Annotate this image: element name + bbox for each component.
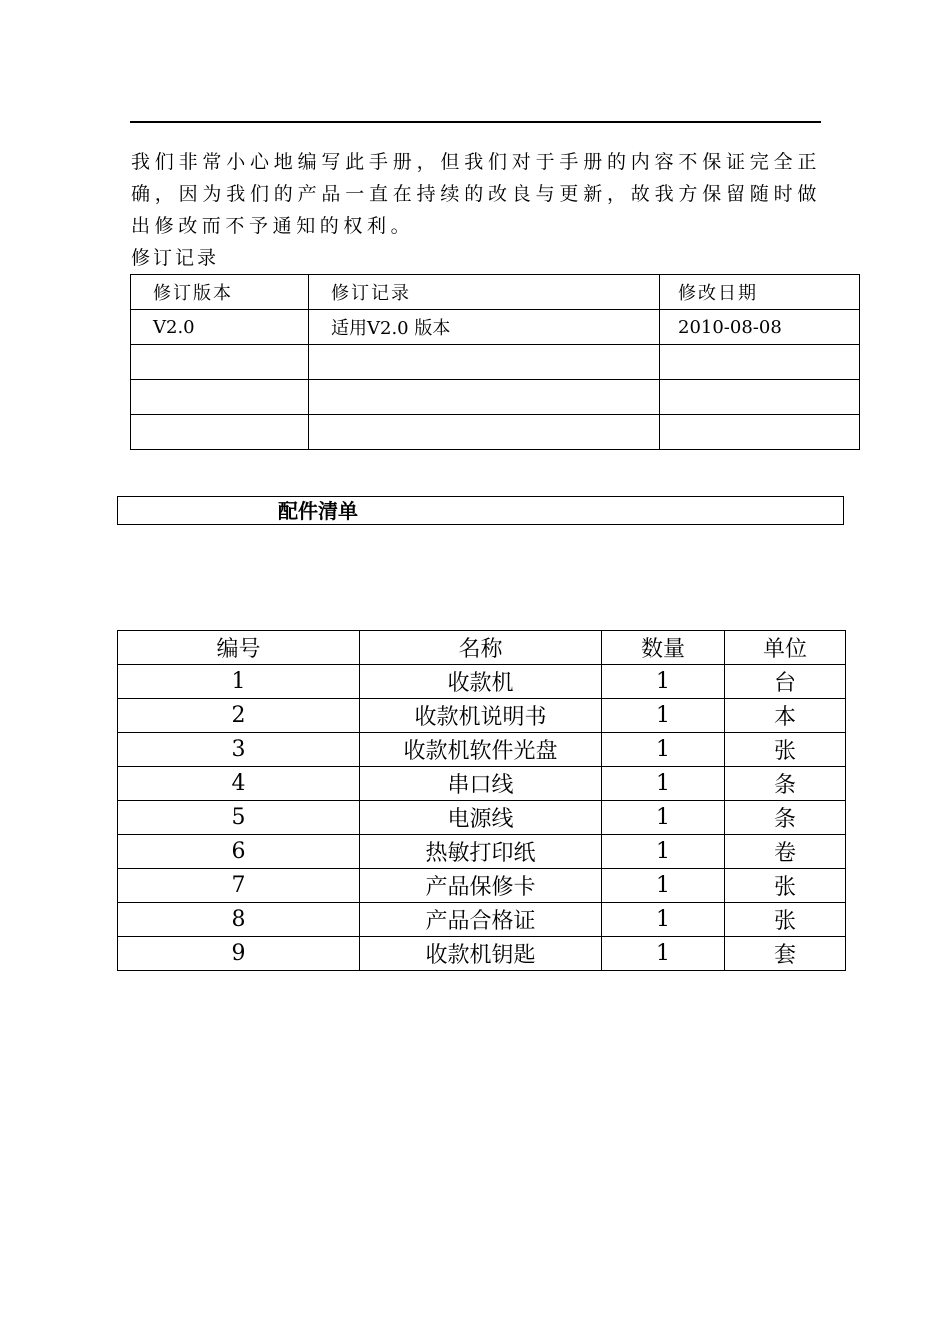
item-unit: 条: [725, 801, 846, 835]
header-version: 修订版本: [131, 275, 309, 310]
table-row: [118, 767, 846, 801]
item-unit: 张: [725, 733, 846, 767]
revision-record: [309, 380, 660, 415]
item-name: 产品合格证: [360, 903, 602, 937]
item-quantity: 1: [602, 733, 725, 767]
item-quantity: 1: [602, 937, 725, 971]
item-name: 产品保修卡: [360, 869, 602, 903]
item-number: 3: [118, 733, 360, 767]
disclaimer-paragraph: 我们非常小心地编写此手册，但我们对于手册的内容不保证完全正确，因为我们的产品一直在持续的改良与更新，故我方保留随时做出修改而不予通知的权利。: [131, 151, 821, 237]
item-number: 8: [118, 903, 360, 937]
revision-table: [130, 274, 860, 450]
revision-date: [660, 415, 860, 450]
table-row: [118, 665, 846, 699]
item-name: 串口线: [360, 767, 602, 801]
item-number: 5: [118, 801, 360, 835]
revision-heading: 修订记录: [131, 247, 220, 269]
revision-record: [309, 345, 660, 380]
item-quantity: 1: [602, 869, 725, 903]
table-row: [131, 345, 860, 380]
table-row: [118, 733, 846, 767]
accessories-table: [117, 630, 846, 971]
item-quantity: 1: [602, 835, 725, 869]
item-name: 电源线: [360, 801, 602, 835]
table-row: [131, 415, 860, 450]
item-name: 收款机钥匙: [360, 937, 602, 971]
item-unit: 本: [725, 699, 846, 733]
item-name: 收款机: [360, 665, 602, 699]
item-unit: 套: [725, 937, 846, 971]
header-quantity: 数量: [602, 631, 725, 665]
item-number: 7: [118, 869, 360, 903]
table-row: [118, 869, 846, 903]
item-unit: 张: [725, 869, 846, 903]
revision-record: [309, 415, 660, 450]
revision-version: [131, 380, 309, 415]
revision-header-row: [131, 275, 860, 310]
item-quantity: 1: [602, 767, 725, 801]
item-quantity: 1: [602, 801, 725, 835]
header-rule: [130, 121, 821, 123]
table-row: [131, 310, 860, 345]
revision-date: [660, 345, 860, 380]
item-quantity: 1: [602, 665, 725, 699]
item-number: 9: [118, 937, 360, 971]
item-name: 热敏打印纸: [360, 835, 602, 869]
revision-version: V2.0: [131, 310, 309, 345]
item-unit: 张: [725, 903, 846, 937]
table-row: [131, 380, 860, 415]
revision-date: 2010-08-08: [660, 310, 860, 345]
revision-version: [131, 345, 309, 380]
item-number: 2: [118, 699, 360, 733]
item-unit: 条: [725, 767, 846, 801]
header-name: 名称: [360, 631, 602, 665]
revision-record: 适用V2.0 版本: [309, 310, 660, 345]
accessories-title-box: [117, 496, 844, 525]
table-row: [118, 699, 846, 733]
item-number: 6: [118, 835, 360, 869]
item-quantity: 1: [602, 699, 725, 733]
header-date: 修改日期: [660, 275, 860, 310]
item-unit: 卷: [725, 835, 846, 869]
header-unit: 单位: [725, 631, 846, 665]
revision-date: [660, 380, 860, 415]
table-row: [118, 937, 846, 971]
item-name: 收款机软件光盘: [360, 733, 602, 767]
table-row: [118, 801, 846, 835]
item-number: 1: [118, 665, 360, 699]
header-number: 编号: [118, 631, 360, 665]
accessories-title: 配件清单: [278, 499, 358, 523]
header-record: 修订记录: [309, 275, 660, 310]
table-row: [118, 903, 846, 937]
item-unit: 台: [725, 665, 846, 699]
item-number: 4: [118, 767, 360, 801]
table-row: [118, 835, 846, 869]
accessories-header-row: [118, 631, 846, 665]
item-quantity: 1: [602, 903, 725, 937]
revision-version: [131, 415, 309, 450]
item-name: 收款机说明书: [360, 699, 602, 733]
